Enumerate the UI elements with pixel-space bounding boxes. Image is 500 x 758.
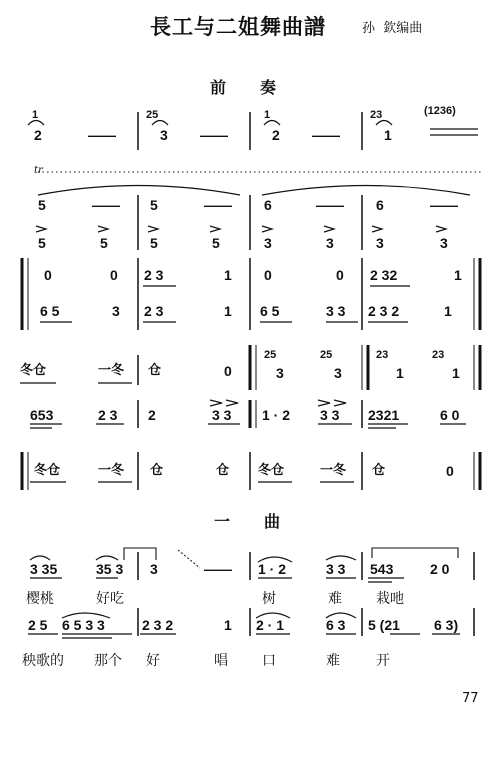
song2-note-1: 2 5 xyxy=(28,617,48,633)
row2-bottom-5: 3 xyxy=(264,235,272,251)
row4-g4-grace: 23 xyxy=(432,349,445,361)
song2-lyric-5: 口 xyxy=(262,653,276,669)
row4-g2-grace: 25 xyxy=(320,349,333,361)
row1-parenthetical: (1236) xyxy=(424,105,456,117)
row3-bottom-1: 6 5 xyxy=(40,303,60,319)
song1-note-1: 3 35 xyxy=(30,561,58,577)
row2-top-6: —— xyxy=(316,197,344,213)
row2-top-5: 6 xyxy=(264,197,272,213)
row4-g1-grace: 25 xyxy=(264,349,277,361)
row4-g3-grace: 23 xyxy=(376,349,389,361)
score-title: 長工与二姐舞曲譜 xyxy=(150,14,326,39)
section-heading-prelude: 前奏 xyxy=(210,78,311,97)
song1-lyric-4: 难 xyxy=(328,591,342,607)
row3-bottom-6: 3 3 xyxy=(326,303,346,319)
song1-note-7: 543 xyxy=(370,561,394,577)
row5-note-1: 653 xyxy=(30,407,54,423)
row3-top-2: 0 xyxy=(110,267,118,283)
row3-bottom-2: 3 xyxy=(112,303,120,319)
row5-note-4: 3 3 xyxy=(212,407,232,423)
row1-m2-note: 3 xyxy=(160,127,168,143)
song2-lyric-6: 难 xyxy=(326,653,340,669)
row1-m2-grace: 25 xyxy=(146,109,159,121)
row3-bottom-5: 6 5 xyxy=(260,303,280,319)
row1-m1-dash: —— xyxy=(88,127,116,143)
song2-note-8: 6 3) xyxy=(434,617,459,633)
song2-lyric-7: 开 xyxy=(376,653,390,669)
row6-perc-2: 一冬 xyxy=(98,463,125,478)
song2-note-6: 6 3 xyxy=(326,617,346,633)
row1-m2-dash: —— xyxy=(200,127,228,143)
row2-top-1: 5 xyxy=(38,197,46,213)
song1-lyric-1: 樱桃 xyxy=(26,591,54,607)
row3-bottom-3: 2 3 xyxy=(144,303,164,319)
row2-top-3: 5 xyxy=(150,197,158,213)
row4-perc-2: 一冬 xyxy=(98,363,125,378)
page-number: 77 xyxy=(462,691,479,706)
row1-m3-grace: 1 xyxy=(264,109,271,121)
song1-note-5: 1 · 2 xyxy=(258,561,287,577)
song1-note-2: 35 3 xyxy=(96,561,124,577)
row6-perc-1: 冬仓 xyxy=(34,463,61,478)
row5-note-8: 6 0 xyxy=(440,407,460,423)
row4-perc-1: 冬仓 xyxy=(20,363,47,378)
song2-note-5: 2 · 1 xyxy=(256,617,285,633)
row3-top-7: 2 32 xyxy=(370,267,398,283)
row6-perc-3: 仓 xyxy=(150,463,164,478)
row2-bottom-2: 5 xyxy=(100,235,108,251)
row4-rest: 0 xyxy=(224,363,232,379)
row3-bottom-8: 1 xyxy=(444,303,452,319)
row1-m3-dash: —— xyxy=(312,127,340,143)
song2-lyric-1: 秧歌的 xyxy=(22,653,64,669)
row5-note-3: 2 xyxy=(148,407,156,423)
row5-note-5: 1 · 2 xyxy=(262,407,291,423)
song1-note-3: 3 xyxy=(150,561,158,577)
row3-top-3: 2 3 xyxy=(144,267,164,283)
row2-bottom-6: 3 xyxy=(326,235,334,251)
row1-m4-grace: 23 xyxy=(370,109,383,121)
row6-perc-6: 一冬 xyxy=(320,463,347,478)
song1-note-6: 3 3 xyxy=(326,561,346,577)
song1-note-4: —— xyxy=(204,561,232,577)
row5-note-7: 2321 xyxy=(368,407,400,423)
row6-perc-7: 仓 xyxy=(372,463,386,478)
row5-note-6: 3 3 xyxy=(320,407,340,423)
row4-g4-note: 1 xyxy=(452,365,460,381)
trill-mark: tr xyxy=(34,165,43,176)
row6-perc-4: 仓 xyxy=(216,463,230,478)
row2-bottom-3: 5 xyxy=(150,235,158,251)
row1-m1-grace: 1 xyxy=(32,109,39,121)
row1-m3-note: 2 xyxy=(272,127,280,143)
song1-lyric-3: 树 xyxy=(262,591,276,607)
song1-lyric-5: 栽吔 xyxy=(376,591,404,607)
row6-perc-5: 冬仓 xyxy=(258,463,285,478)
row1-m4-note: 1 xyxy=(384,127,392,143)
row4-g1-note: 3 xyxy=(276,365,284,381)
row2-top-4: —— xyxy=(204,197,232,213)
song2-note-3: 2 3 2 xyxy=(142,617,174,633)
row2-bottom-7: 3 xyxy=(376,235,384,251)
row2-bottom-1: 5 xyxy=(38,235,46,251)
row3-top-8: 1 xyxy=(454,267,462,283)
song1-lyric-2: 好吃 xyxy=(96,591,124,607)
section-heading-song: 一曲 xyxy=(214,512,315,531)
row3-top-4: 1 xyxy=(224,267,232,283)
song1-note-8: 2 0 xyxy=(430,561,450,577)
row2-top-8: —— xyxy=(430,197,458,213)
row3-top-1: 0 xyxy=(44,267,52,283)
row3-top-6: 0 xyxy=(336,267,344,283)
row4-g3-note: 1 xyxy=(396,365,404,381)
row3-bottom-4: 1 xyxy=(224,303,232,319)
row3-top-5: 0 xyxy=(264,267,272,283)
composer-credit: 孙 欽编曲 xyxy=(362,21,423,36)
row1-m1-note: 2 xyxy=(34,127,42,143)
row4-perc-3: 仓 xyxy=(148,363,162,378)
row6-rest: 0 xyxy=(446,463,454,479)
song2-note-2: 6 5 3 3 xyxy=(62,617,105,633)
row5-note-2: 2 3 xyxy=(98,407,118,423)
song2-lyric-3: 好 xyxy=(146,653,160,669)
row2-bottom-8: 3 xyxy=(440,235,448,251)
row2-bottom-4: 5 xyxy=(212,235,220,251)
song2-lyric-2: 那个 xyxy=(94,653,122,669)
row4-g2-note: 3 xyxy=(334,365,342,381)
song2-lyric-4: 唱 xyxy=(214,653,228,669)
song2-note-4: 1 xyxy=(224,617,232,633)
row3-bottom-7: 2 3 2 xyxy=(368,303,400,319)
song2-note-7: 5 (21 xyxy=(368,617,400,633)
row2-top-2: —— xyxy=(92,197,120,213)
row2-top-7: 6 xyxy=(376,197,384,213)
